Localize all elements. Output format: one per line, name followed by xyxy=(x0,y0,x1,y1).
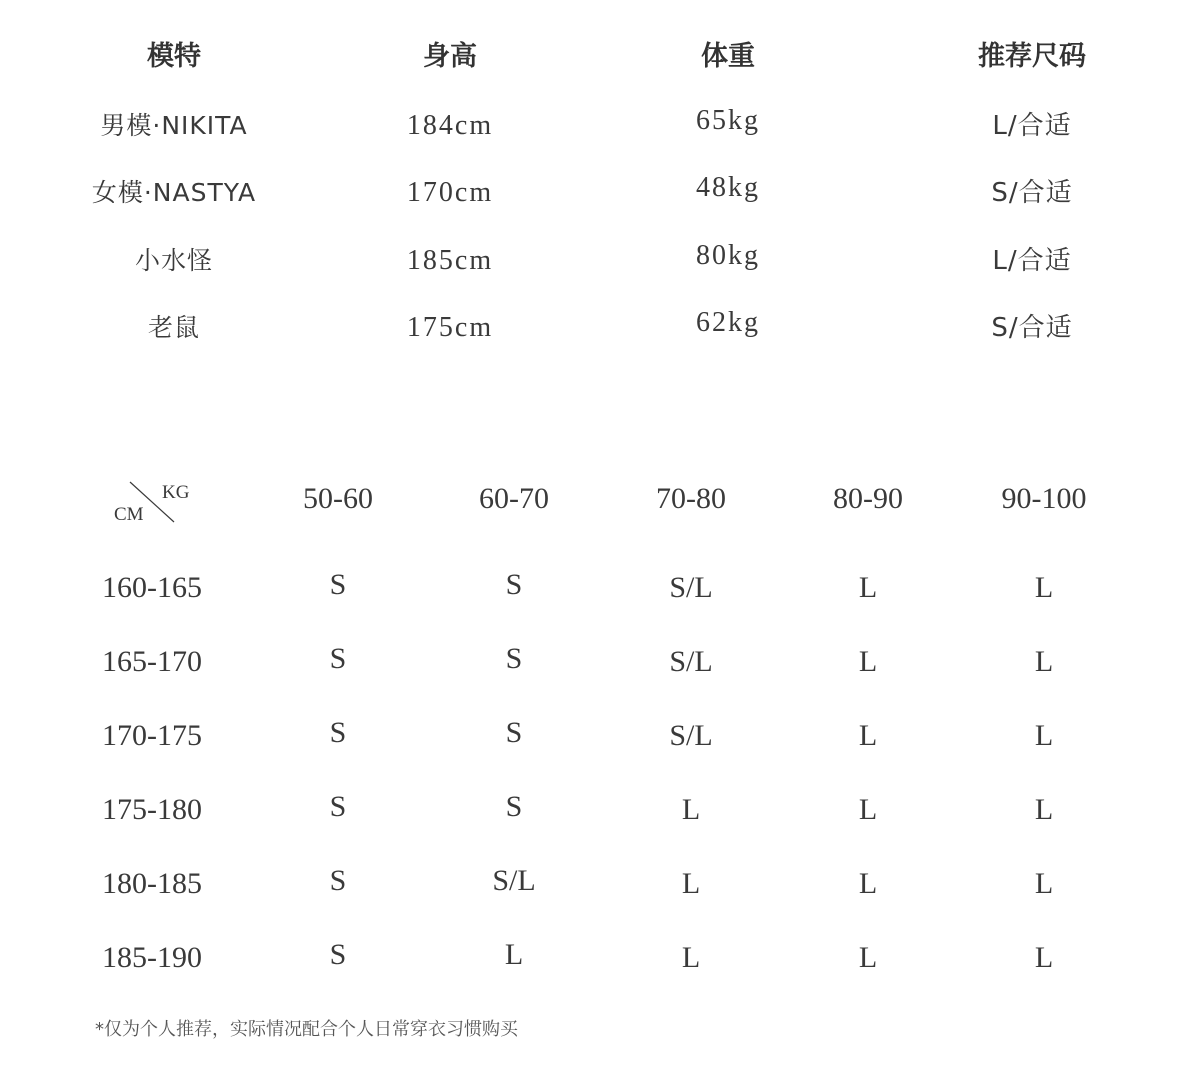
model-name: 小水怪 xyxy=(134,246,213,275)
height-range-label: 165-170 xyxy=(102,645,202,678)
weight-range-header: 60-70 xyxy=(479,482,549,515)
model-size: L/合适 xyxy=(992,246,1072,276)
table-row xyxy=(0,936,1200,980)
size-cell: S xyxy=(505,642,523,675)
height-range-label: 185-190 xyxy=(102,941,202,974)
height-range-label: 180-185 xyxy=(102,867,202,900)
table-row xyxy=(0,308,1200,348)
size-cell: L xyxy=(1034,571,1054,604)
size-cell: L xyxy=(1034,719,1054,752)
size-cell: L xyxy=(681,867,701,900)
height-range-label: 160-165 xyxy=(102,571,202,604)
size-cell: L xyxy=(504,938,524,971)
model-height: 184cm xyxy=(406,110,494,141)
weight-range-header: 50-60 xyxy=(303,482,373,515)
size-cell: L xyxy=(681,793,701,826)
header-model: 模特 xyxy=(147,41,201,72)
size-cell: L xyxy=(1034,867,1054,900)
size-cell: S xyxy=(329,568,347,601)
model-weight: 48kg xyxy=(696,172,760,203)
table-row xyxy=(0,862,1200,906)
model-weight: 65kg xyxy=(696,105,760,136)
size-cell: S/L xyxy=(669,645,713,678)
size-cell: L xyxy=(858,645,878,678)
model-name: 女模·NASTYA xyxy=(91,178,257,207)
size-chart-header xyxy=(0,477,1200,521)
corner-cm-label: CM xyxy=(114,504,144,525)
header-weight: 体重 xyxy=(701,41,755,72)
size-cell: L xyxy=(858,793,878,826)
size-cell: S/L xyxy=(669,571,713,604)
model-height: 185cm xyxy=(406,245,494,276)
table-row xyxy=(0,106,1200,146)
table-row xyxy=(0,566,1200,610)
header-recommended-size: 推荐尺码 xyxy=(978,41,1086,72)
size-cell: L xyxy=(858,571,878,604)
size-cell: S xyxy=(505,790,523,823)
model-height: 175cm xyxy=(406,312,494,343)
table-row xyxy=(0,241,1200,281)
size-cell: L xyxy=(858,719,878,752)
footnote: *仅为个人推荐，实际情况配合个人日常穿衣习惯购买 xyxy=(95,1019,518,1040)
model-weight: 80kg xyxy=(696,240,760,271)
model-name: 老鼠 xyxy=(147,313,200,342)
model-size: S/合适 xyxy=(991,313,1073,343)
size-cell: L xyxy=(858,941,878,974)
weight-range-header: 70-80 xyxy=(656,482,726,515)
size-cell: L xyxy=(1034,793,1054,826)
model-name: 男模·NIKITA xyxy=(100,111,248,140)
size-cell: S xyxy=(505,716,523,749)
table-row xyxy=(0,788,1200,832)
size-cell: S xyxy=(329,642,347,675)
size-cell: S xyxy=(329,716,347,749)
size-cell: S xyxy=(329,938,347,971)
corner-kg-label: KG xyxy=(162,482,190,503)
model-size: L/合适 xyxy=(992,111,1072,141)
table-row xyxy=(0,640,1200,684)
size-cell: S/L xyxy=(669,719,713,752)
size-cell: S xyxy=(329,864,347,897)
header-height: 身高 xyxy=(423,41,477,72)
height-range-label: 175-180 xyxy=(102,793,202,826)
model-height: 170cm xyxy=(406,177,494,208)
table-row xyxy=(0,173,1200,213)
weight-range-header: 90-100 xyxy=(1001,482,1087,515)
size-cell: S xyxy=(329,790,347,823)
size-cell: L xyxy=(1034,645,1054,678)
size-cell: L xyxy=(858,867,878,900)
model-weight: 62kg xyxy=(696,307,760,338)
table-row xyxy=(0,714,1200,758)
weight-range-header: 80-90 xyxy=(833,482,903,515)
size-cell: S/L xyxy=(492,864,536,897)
size-cell: S xyxy=(505,568,523,601)
height-range-label: 170-175 xyxy=(102,719,202,752)
size-cell: L xyxy=(681,941,701,974)
size-cell: L xyxy=(1034,941,1054,974)
model-size: S/合适 xyxy=(991,178,1073,208)
model-table-header xyxy=(0,37,1200,77)
